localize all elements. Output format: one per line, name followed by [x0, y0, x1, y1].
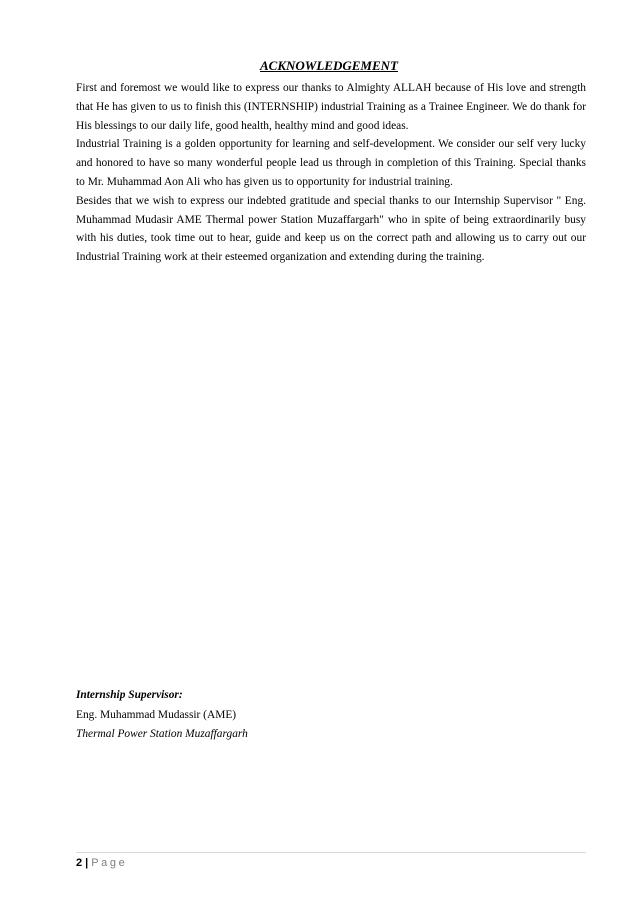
paragraph-1: First and foremost we would like to express our thanks to Almighty ALLAH because of His love and strength that He has given to us to finish this (INTERNSHIP) industrial Training as a Trainee Engineer. We do thank for His blessings to our daily life, good health, healthy mind and good ideas.	[76, 82, 586, 132]
footer-separator: |	[85, 857, 89, 869]
footer-divider	[76, 852, 586, 853]
acknowledgement-body	[76, 79, 586, 267]
page-number: 2	[76, 857, 83, 869]
page-footer	[76, 856, 127, 870]
page-title: ACKNOWLEDGEMENT	[260, 58, 398, 73]
paragraph-2: Industrial Training is a golden opportunity for learning and self-development. We consider our self very lucky and honored to have so many wonderful people lead us through in completion of this Training. Special thanks to Mr. Muhammad Aon Ali who has given us to opportunity for industrial training.	[76, 138, 586, 188]
paragraph-3: Besides that we wish to express our indebted gratitude and special thanks to our Internship Supervisor " Eng. Muhammad Mudasir AME Thermal power Station Muzaffargarh" who in spite of being extraordinarily busy with his duties, took time out to hear, guide and keep us on the correct path and allowing us to carry out our Industrial Training work at their esteemed organization and extending during the training.	[76, 194, 586, 264]
page-label: Page	[91, 857, 128, 869]
supervisor-block	[76, 686, 576, 745]
supervisor-name: Eng. Muhammad Mudassir (AME)	[76, 708, 237, 721]
supervisor-organization: Thermal Power Station Muzaffargarh	[76, 728, 248, 741]
supervisor-heading: Internship Supervisor:	[76, 689, 183, 701]
